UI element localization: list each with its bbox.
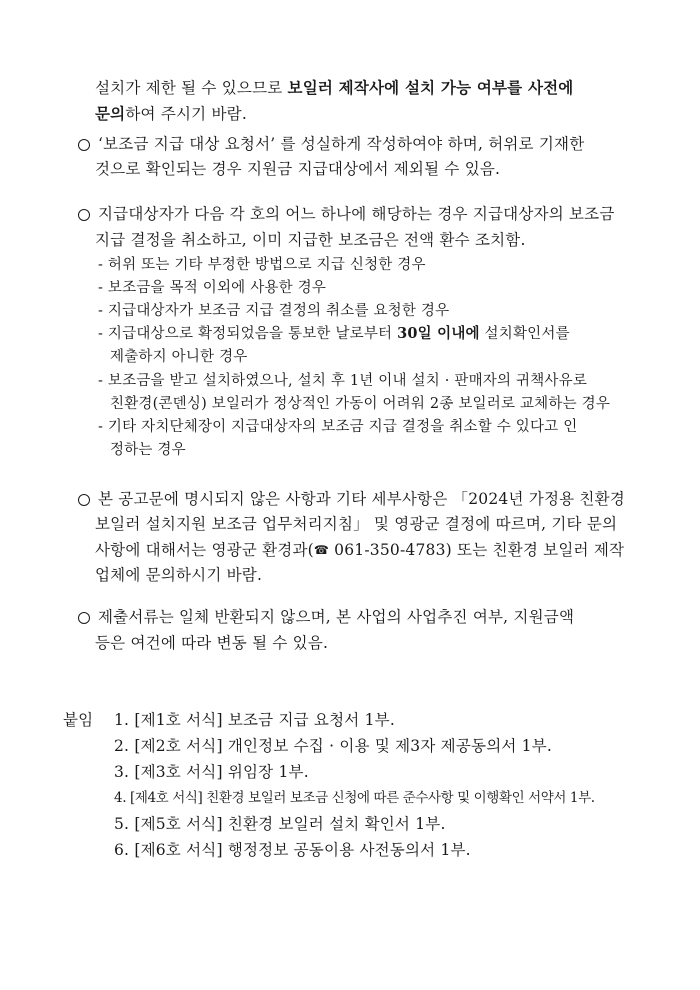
sub-item-6-line-2: 정하는 경우 — [110, 442, 186, 458]
text: 하여 주시기 바람. — [125, 105, 247, 123]
attachment-item-3: 3. [제3호 서식] 위임장 1부. — [114, 763, 309, 781]
circle-bullet-icon — [78, 494, 90, 506]
notice-4-line-1: 제출서류는 일체 반환되지 않으며, 본 사업의 사업추진 여부, 지원금액 — [98, 608, 575, 626]
notice-4-line-2: 등은 여건에 따라 변동 될 수 있음. — [95, 634, 329, 652]
notice-1-line-1: ‘보조금 지급 대상 요청서’ 를 성실하게 작성하여야 하며, 허위로 기재한 — [98, 135, 585, 153]
text: - 지급대상으로 확정되었음을 통보한 날로부터 — [98, 326, 398, 342]
circle-bullet-icon — [78, 139, 90, 151]
emphasis-text: 보일러 제작사에 설치 가능 여부를 사전에 — [287, 78, 574, 97]
notice-3-line-1: 본 공고문에 명시되지 않은 사항과 기타 세부사항은 「2024년 가정용 친환경 — [98, 490, 625, 508]
notice-3-line-2: 보일러 설치지원 보조금 업무처리지침」 및 영광군 결정에 따르며, 기타 문의 — [95, 515, 618, 533]
sub-item-5-line-1: - 보조금을 받고 설치하였으나, 설치 후 1년 이내 설치 · 판매자의 귀책사유로 — [98, 373, 588, 389]
text: 또는 친환경 보일러 제작 — [451, 541, 625, 559]
notice-3-line-3 — [95, 538, 624, 563]
emphasis-text: 문의 — [95, 104, 126, 123]
text: 사항에 대해서는 영광군 환경과( — [95, 541, 314, 559]
notice-1-line-2: 것으로 확인되는 경우 지원금 지급대상에서 제외될 수 있음. — [95, 160, 501, 178]
attachment-item-6: 6. [제6호 서식] 행정정보 공동이용 사전동의서 1부. — [114, 841, 471, 859]
sub-item-4-line-2: 제출하지 아니한 경우 — [110, 349, 248, 365]
sub-item-3: - 지급대상자가 보조금 지급 결정의 취소를 요청한 경우 — [98, 303, 450, 319]
sub-item-5-line-2: 친환경(콘덴싱) 보일러가 정상적인 가동이 어려워 2종 보일러로 교체하는 경우 — [110, 396, 611, 412]
sub-item-2: - 보조금을 목적 이외에 사용한 경우 — [98, 280, 327, 296]
notice-2-line-2: 지급 결정을 취소하고, 이미 지급한 보조금은 전액 환수 조치함. — [95, 231, 526, 249]
attachment-item-2: 2. [제2호 서식] 개인정보 수집 · 이용 및 제3자 제공동의서 1부. — [114, 737, 553, 755]
telephone-icon: ☎ — [313, 543, 330, 557]
emphasis-text: 30일 이내에 — [397, 325, 480, 342]
phone-number: 061-350-4783) — [329, 541, 452, 559]
continuation-line-2 — [95, 102, 247, 126]
attachments-label: 붙임 — [63, 711, 94, 729]
text: 설치확인서를 — [479, 326, 570, 342]
sub-item-6-line-1: - 기타 자치단체장이 지급대상자의 보조금 지급 결정을 취소할 수 있다고 인 — [98, 419, 578, 435]
sub-item-1: - 허위 또는 기타 부정한 방법으로 지급 신청한 경우 — [98, 257, 426, 273]
circle-bullet-icon — [78, 209, 90, 221]
continuation-line-1 — [95, 76, 573, 100]
notice-3-line-4: 업체에 문의하시기 바람. — [95, 566, 263, 584]
attachment-item-5: 5. [제5호 서식] 친환경 보일러 설치 확인서 1부. — [114, 815, 446, 833]
sub-item-4-line-1 — [98, 322, 570, 346]
notice-2-line-1: 지급대상자가 다음 각 호의 어느 하나에 해당하는 경우 지급대상자의 보조금 — [98, 205, 615, 223]
attachment-item-1: 1. [제1호 서식] 보조금 지급 요청서 1부. — [114, 711, 395, 729]
text: 설치가 제한 될 수 있으므로 — [95, 79, 288, 97]
circle-bullet-icon — [78, 612, 90, 624]
attachment-item-4: 4. [제4호 서식] 친환경 보일러 보조금 신청에 따른 준수사항 및 이행확인 서약서 1부. — [114, 790, 595, 806]
